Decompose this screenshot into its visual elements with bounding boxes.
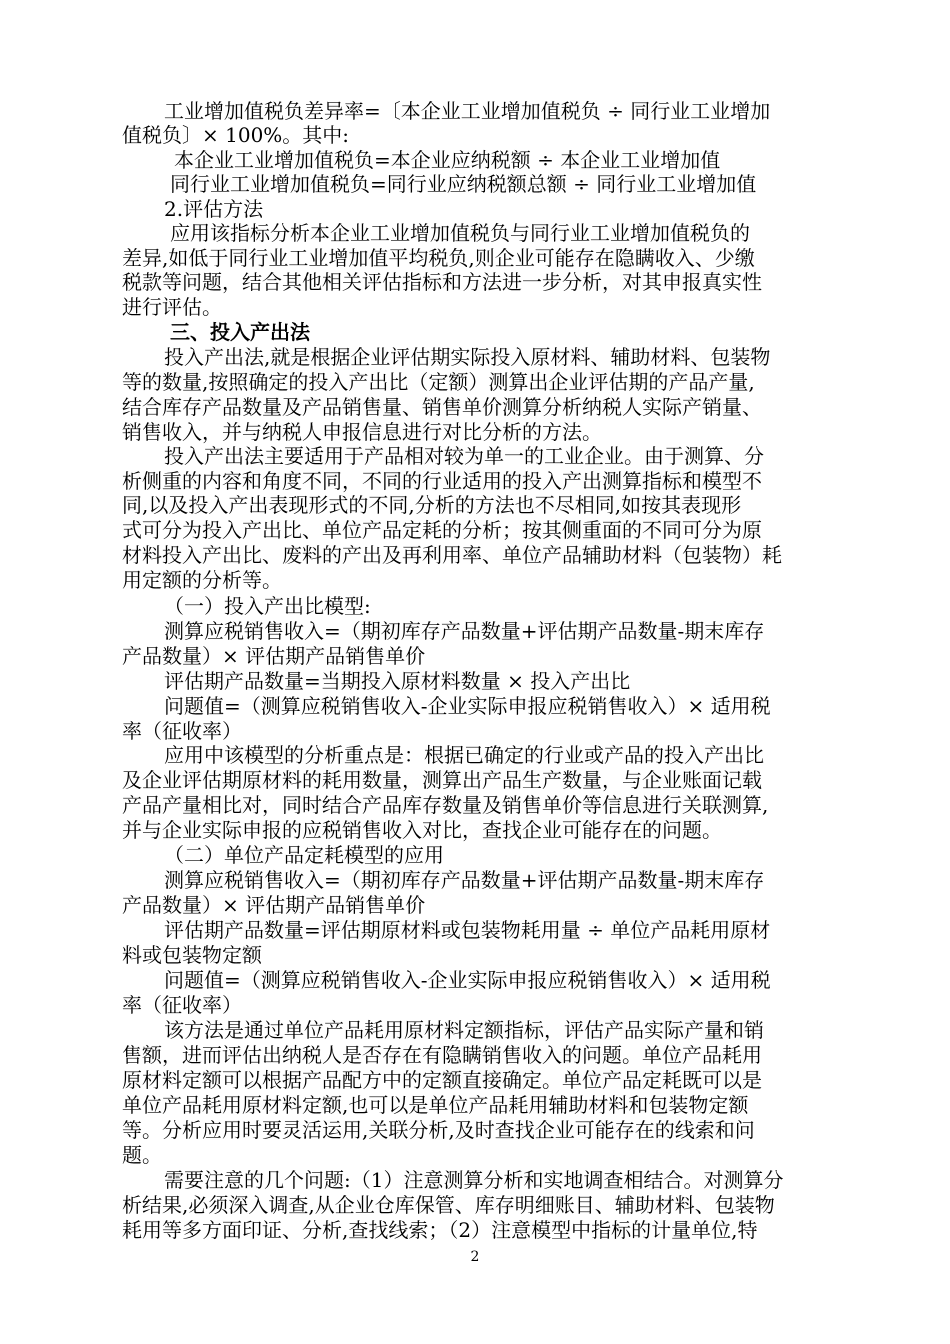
section-heading: 2.评估方法 — [164, 197, 264, 221]
text-line: 及企业评估期原材料的耗用数量，测算出产品生产数量，与企业账面记载 — [122, 768, 762, 792]
text-line: 测算应税销售收入=（期初库存产品数量+评估期产品数量-期末库存 — [164, 619, 765, 643]
text-line: 产品产量相比对，同时结合产品库存数量及销售单价等信息进行关联测算, — [122, 793, 769, 817]
text-line: 该方法是通过单位产品耗用原材料定额指标，评估产品实际产量和销 — [164, 1018, 764, 1042]
text-line: 用定额的分析等。 — [122, 568, 282, 592]
text-line: 问题值=（测算应税销售收入-企业实际申报应税销售收入）× 适用税 — [164, 694, 771, 718]
text-line: 投入产出法,就是根据企业评估期实际投入原材料、辅助材料、包装物 — [164, 345, 771, 369]
text-line: 原材料定额可以根据产品配方中的定额直接确定。单位产品定耗既可以是 — [122, 1068, 762, 1092]
text-line: 题。 — [122, 1143, 162, 1167]
text-line: 税款等问题，结合其他相关评估指标和方法进一步分析，对其申报真实性 — [122, 270, 762, 294]
text-line: 材料投入产出比、废料的产出及再利用率、单位产品辅助材料（包装物）耗 — [122, 543, 782, 567]
text-line: 需要注意的几个问题:（1）注意测算分析和实地调查相结合。对测算分 — [164, 1168, 784, 1192]
text-line: 售额，进而评估出纳税人是否存在有隐瞒销售收入的问题。单位产品耗用 — [122, 1043, 762, 1067]
text-line: 并与企业实际申报的应税销售收入对比，查找企业可能存在的问题。 — [122, 818, 722, 842]
text-line: 析结果,必须深入调查,从企业仓库保管、库存明细账目、辅助材料、包装物 — [122, 1193, 775, 1217]
text-line: 值税负〕× 100%。其中: — [122, 123, 350, 147]
text-line: 进行评估。 — [122, 295, 222, 319]
text-line: 问题值=（测算应税销售收入-企业实际申报应税销售收入）× 适用税 — [164, 968, 771, 992]
text-line: 等。分析应用时要灵活运用,关联分析,及时查找企业可能存在的线索和问 — [122, 1118, 755, 1142]
section-title: 三、投入产出法 — [170, 320, 310, 344]
text-line: 率（征收率） — [122, 993, 242, 1017]
text-line: 差异,如低于同行业工业增加值平均税负,则企业可能存在隐瞒收入、少缴 — [122, 246, 755, 270]
text-line: 同行业工业增加值税负=同行业应纳税额总额 ÷ 同行业工业增加值 — [170, 172, 757, 196]
text-line: 产品数量）× 评估期产品销售单价 — [122, 893, 426, 917]
text-line: 投入产出法主要适用于产品相对较为单一的工业企业。由于测算、分 — [164, 444, 764, 468]
text-line: 销售收入，并与纳税人申报信息进行对比分析的方法。 — [122, 420, 602, 444]
subsection-heading: （一）投入产出比模型: — [164, 594, 371, 618]
text-line: 式可分为投入产出比、单位产品定耗的分析；按其侧重面的不同可分为原 — [122, 518, 762, 542]
text-line: 结合库存产品数量及产品销售量、销售单价测算分析纳税人实际产销量、 — [122, 395, 762, 419]
text-line: 料或包装物定额 — [122, 943, 262, 967]
text-line: 同,以及投入产出表现形式的不同,分析的方法也不尽相同,如按其表现形 — [122, 493, 742, 517]
text-line: 应用中该模型的分析重点是：根据已确定的行业或产品的投入产出比 — [164, 743, 764, 767]
page-number: 2 — [470, 1249, 480, 1265]
text-line: 率（征收率） — [122, 719, 242, 743]
text-line: 单位产品耗用原材料定额,也可以是单位产品耗用辅助材料和包装物定额 — [122, 1093, 749, 1117]
text-line: 等的数量,按照确定的投入产出比（定额）测算出企业评估期的产品产量, — [122, 370, 755, 394]
text-line: 本企业工业增加值税负=本企业应纳税额 ÷ 本企业工业增加值 — [174, 148, 721, 172]
text-line: 析侧重的内容和角度不同，不同的行业适用的投入产出测算指标和模型不 — [122, 469, 762, 493]
text-line: 评估期产品数量=评估期原材料或包装物耗用量 ÷ 单位产品耗用原材 — [164, 918, 771, 942]
text-line: 应用该指标分析本企业工业增加值税负与同行业工业增加值税负的 — [170, 221, 750, 245]
subsection-heading: （二）单位产品定耗模型的应用 — [164, 843, 444, 867]
text-line: 工业增加值税负差异率=〔本企业工业增加值税负 ÷ 同行业工业增加 — [164, 99, 771, 123]
text-line: 产品数量）× 评估期产品销售单价 — [122, 644, 426, 668]
text-line: 耗用等多方面印证、分析,查找线索；（2）注意模型中指标的计量单位,特 — [122, 1218, 758, 1242]
text-line: 测算应税销售收入=（期初库存产品数量+评估期产品数量-期末库存 — [164, 868, 765, 892]
text-line: 评估期产品数量=当期投入原材料数量 × 投入产出比 — [164, 669, 631, 693]
